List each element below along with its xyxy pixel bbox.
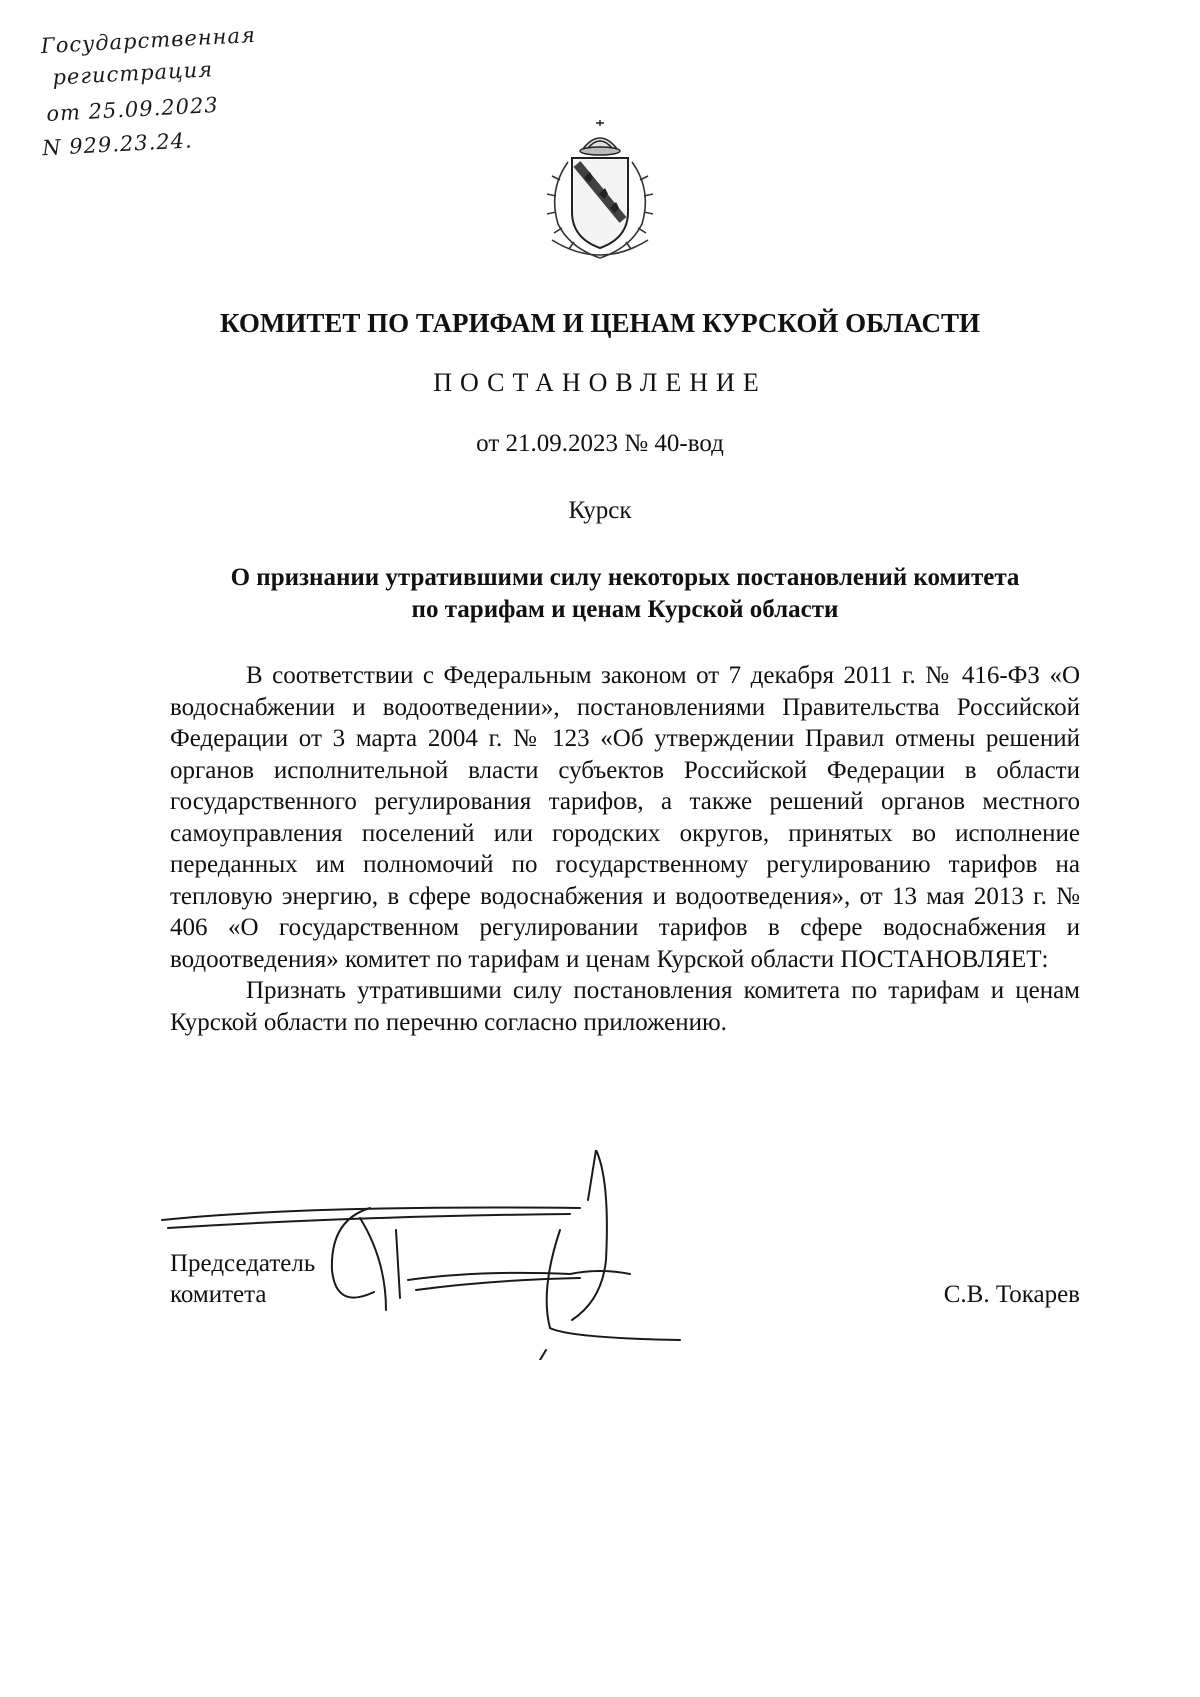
registration-note-line1: Государственная (40, 22, 257, 59)
kursk-coat-of-arms-icon (530, 120, 670, 270)
registration-note (36, 22, 284, 184)
signer-position-line2: комитета (170, 1281, 267, 1308)
document-city: Курск (568, 497, 632, 524)
document-body (170, 660, 1080, 1038)
signer-position-line1: Председатель (170, 1250, 316, 1277)
organization-title: КОМИТЕТ ПО ТАРИФАМ И ЦЕНАМ КУРСКОЙ ОБЛАСТИ (219, 308, 981, 338)
registration-note-line3: от 25.09.2023 (45, 92, 220, 126)
registration-note-line2: регистрация (51, 57, 214, 90)
body-paragraph: В соответствии с Федеральным законом от 7 декабря 2011 г. № 416-ФЗ «О водоснабжении и водоотведении», постановлениями Правительства Российской Федерации от 3 марта 2004 г. № 123 «Об утверждении Правил отмены решений органов исполнительной власти субъектов Российской Федерации в области государственного регулирования тарифов, а также решений органов местного самоуправления поселений или городских округов, принятых во исполнение переданных им полномочий по государственному регулированию тарифов на тепловую энергию, в сфере водоснабжения и водоотведения», от 13 мая 2013 г. № 406 «О государственном регулировании тарифов в сфере водоснабжения и водоотведения» комитет по тарифам и ценам Курской области ПОСТАНОВЛЯЕТ: (170, 662, 1080, 973)
signer-position (170, 1248, 315, 1310)
signer-name: С.В. Токарев (943, 1281, 1080, 1308)
document-heading (170, 562, 1080, 626)
registration-note-line4: N 929.23.24. (41, 128, 194, 161)
body-paragraph: Признать утратившими силу постановления комитета по тарифам и ценам Курской области по перечню согласно приложению. (170, 977, 1080, 1036)
document-date-number: от 21.09.2023 № 40-вод (476, 430, 724, 457)
document-type: ПОСТАНОВЛЕНИЕ (433, 368, 767, 397)
signature-block (170, 1248, 1080, 1338)
document-heading-line1: О признании утратившими силу некоторых постановлений комитета (230, 564, 1020, 591)
document-heading-line2: по тарифам и ценам Курской области (411, 596, 839, 623)
